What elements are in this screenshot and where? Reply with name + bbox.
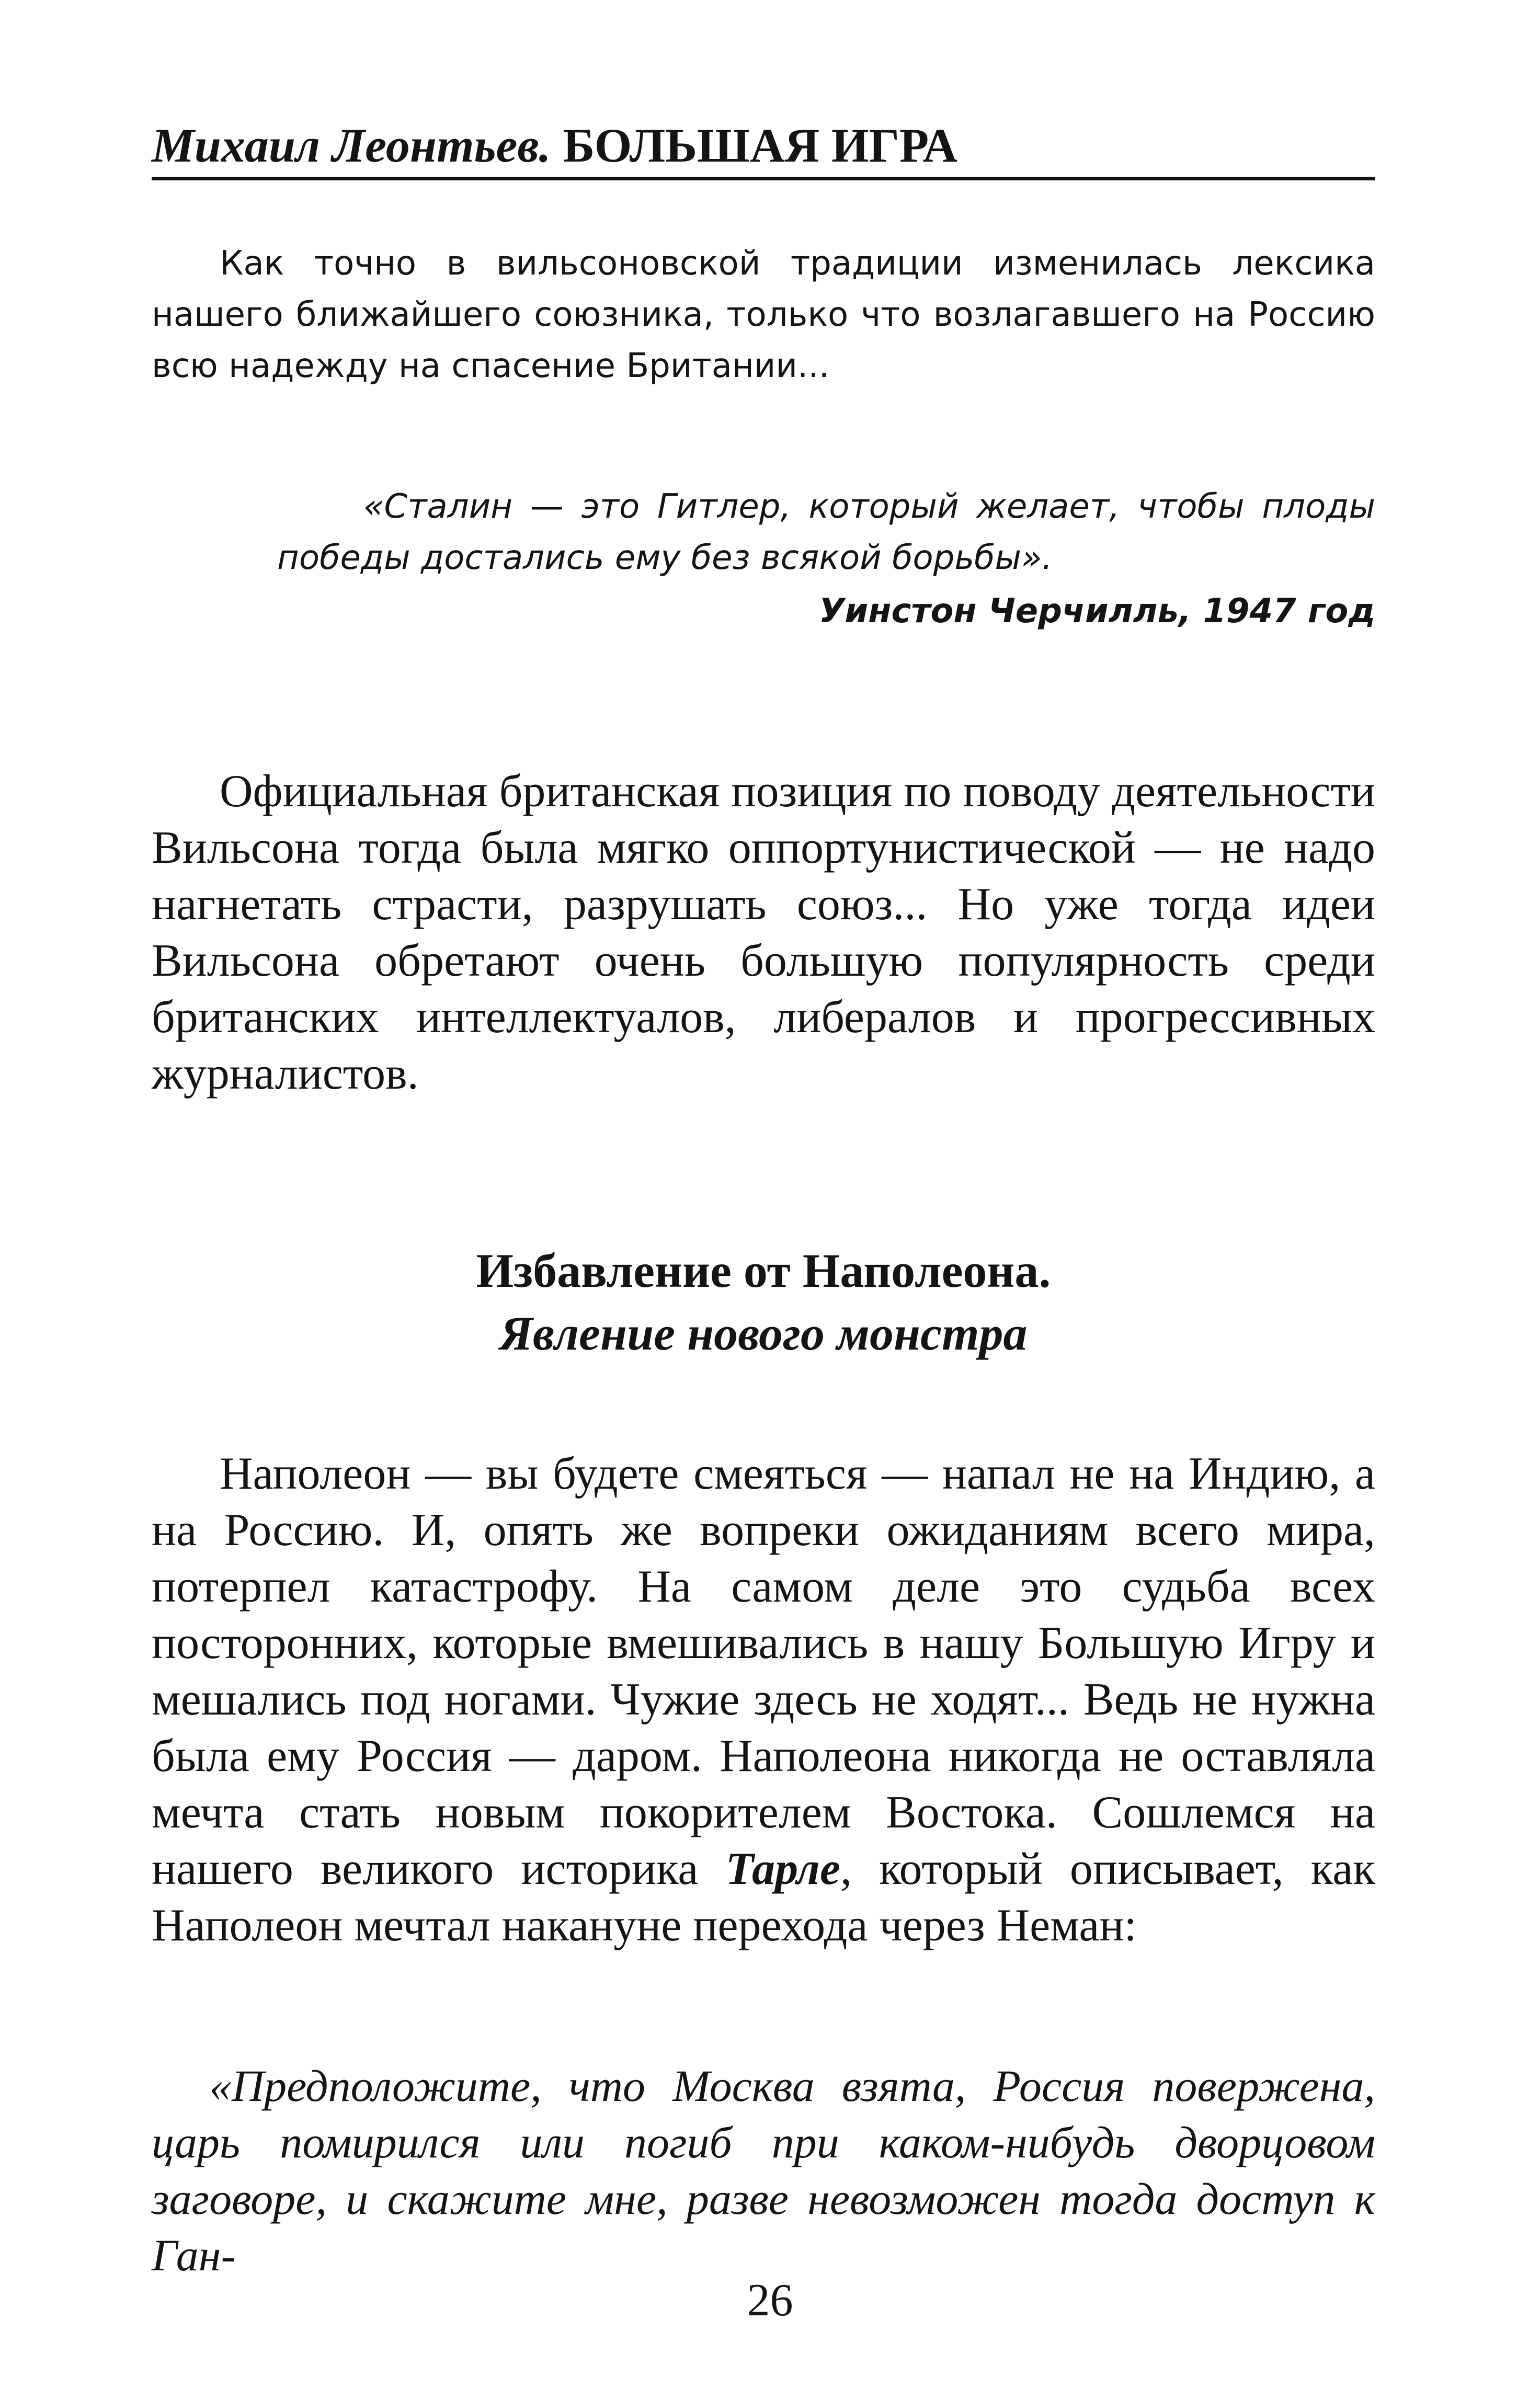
running-header [152,114,1375,180]
intro-paragraph: Как точно в вильсоновской традиции изменилась лексика нашего ближайшего союзника, только что возлагавшего на Россию всю надежду на спасение Британии... [152,244,1375,385]
paragraph2-text-before: Наполеон — вы будете смеяться — напал не на Индию, а на Россию. И, опять же вопреки ожиданиям всего мира, потерпел катастрофу. На самом деле это судьба всех посторонних, которые вмешивались в нашу Большую Игру и мешались под ногами. Чужие здесь не ходят... Ведь не нужна была ему Россия — даром. Наполеона никогда не оставляла мечта стать новым покорителем Востока. Сошлемся на нашего великого историка [152,1448,1375,1894]
header-author: Михаил Леонтьев. [152,119,551,172]
epigraph-quote: «Сталин — это Гитлер, который желает, чтобы плоды победы достались ему без всякой борьбы». [277,487,1375,577]
historian-name: Тарле [725,1844,841,1894]
section-subtitle: Явление нового монстра [499,1307,1028,1360]
epigraph-source: Уинстон Черчилль, 1947 год [819,592,1375,631]
body-paragraph-1: Официальная британская позиция по поводу деятельности Вильсона тогда была мягко оппортунистической — не надо нагнетать страсти, разрушать союз... Но уже тогда идеи Вильсона обретают очень большую популярность среди британских интеллектуалов, либералов и прогрессивных журналистов. [152,766,1375,1099]
page-number: 26 [747,2275,793,2326]
section-title: Избавление от Наполеона. [476,1244,1051,1297]
body-paragraph-2 [152,1446,1375,1954]
block-quote: «Предположите, что Москва взята, Россия повержена, царь помирился или погиб при каком-нибудь дворцовом заговоре, и скажите мне, разве невозможен тогда доступ к Ган- [152,2061,1375,2280]
paragraph2-text-after: , который описывает, как Наполеон мечтал накануне перехода через Неман: [152,1844,1376,1951]
header-book-title: БОЛЬШАЯ ИГРА [563,119,957,172]
